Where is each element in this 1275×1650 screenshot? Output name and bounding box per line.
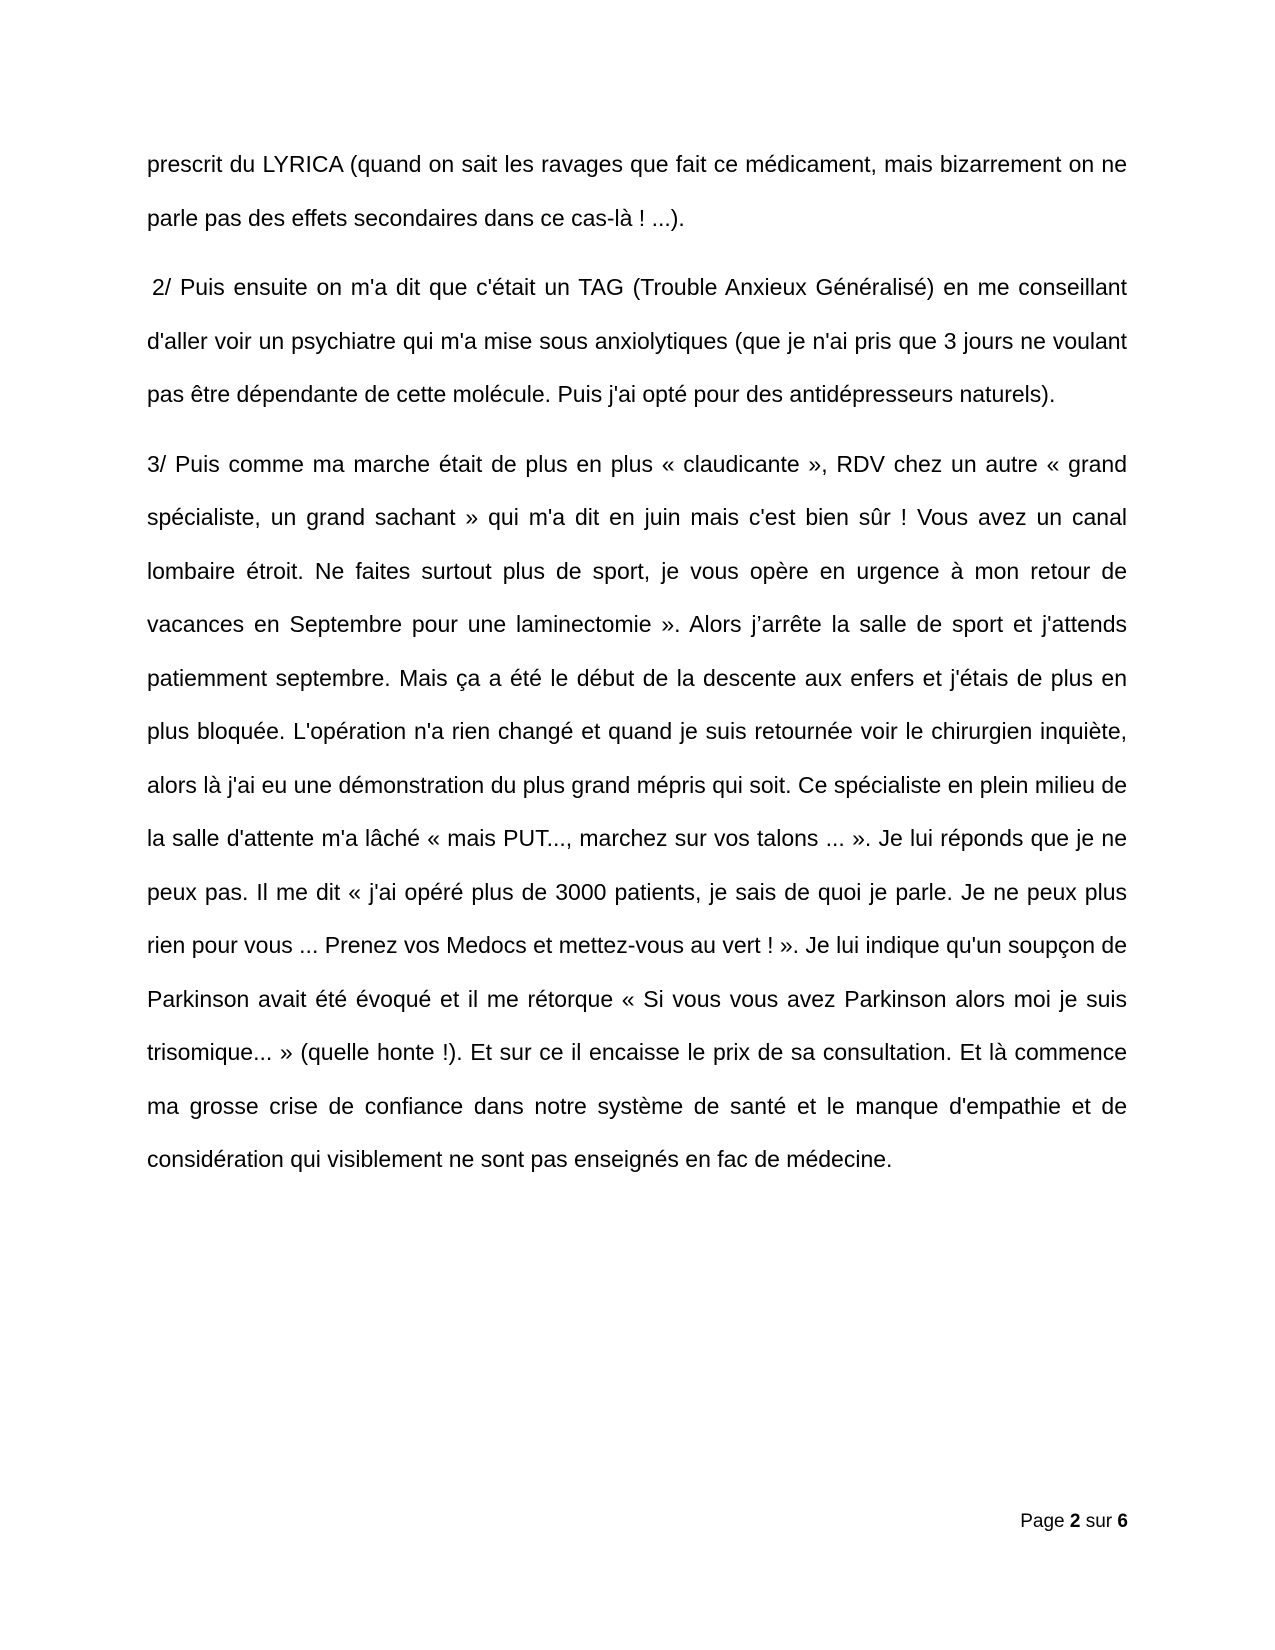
paragraph-tag-diagnosis: 2/ Puis ensuite on m'a dit que c'était un TAG (Trouble Anxieux Généralisé) en me conseillant d'aller voir un psychiatre qui m'a mise sous anxiolytiques (que je n'ai pris que 3 jours ne voulant pas être dépendante de cette molécule. Puis j'ai opté pour des antidépresseurs naturels).: [147, 274, 1127, 407]
current-page-number: 2: [1069, 1511, 1081, 1532]
paragraph-lyrica: prescrit du LYRICA (quand on sait les ravages que fait ce médicament, mais bizarrement on ne parle pas des effets secondaires dans ce cas-là ! ...).: [147, 151, 1127, 231]
of-label: sur: [1085, 1511, 1113, 1532]
page-label: Page: [1020, 1511, 1065, 1532]
page-number-footer: [0, 1511, 1128, 1533]
document-body: [147, 138, 1127, 1203]
paragraph-surgery-account: 3/ Puis comme ma marche était de plus en plus « claudicante », RDV chez un autre « grand spécialiste, un grand sachant » qui m'a dit en juin mais c'est bien sûr ! Vous avez un canal lombaire étroit. Ne faites surtout plus de sport, je vous opère en urgence à mon retour de vacances en Septembre pour une laminectomie ». Alors j’arrête la salle de sport et j'attends patiemment septembre. Mais ça a été le début de la descente aux enfers et j'étais de plus en plus bloquée. L'opération n'a rien changé et quand je suis retournée voir le chirurgien inquiète, alors là j'ai eu une démonstration du plus grand mépris qui soit. Ce spécialiste en plein milieu de la salle d'attente m'a lâché « mais PUT..., marchez sur vos talons ... ». Je lui réponds que je ne peux pas. Il me dit « j'ai opéré plus de 3000 patients, je sais de quoi je parle. Je ne peux plus rien pour vous ... Prenez vos Medocs et mettez-vous au vert ! ». Je lui indique qu'un soupçon de Parkinson avait été évoqué et il me rétorque « Si vous vous avez Parkinson alors moi je suis trisomique... » (quelle honte !). Et sur ce il encaisse le prix de sa consultation. Et là commence ma grosse crise de confiance dans notre système de santé et le manque d'empathie et de considération qui visiblement ne sont pas enseignés en fac de médecine.: [147, 450, 1127, 1172]
total-pages-number: 6: [1117, 1511, 1128, 1532]
